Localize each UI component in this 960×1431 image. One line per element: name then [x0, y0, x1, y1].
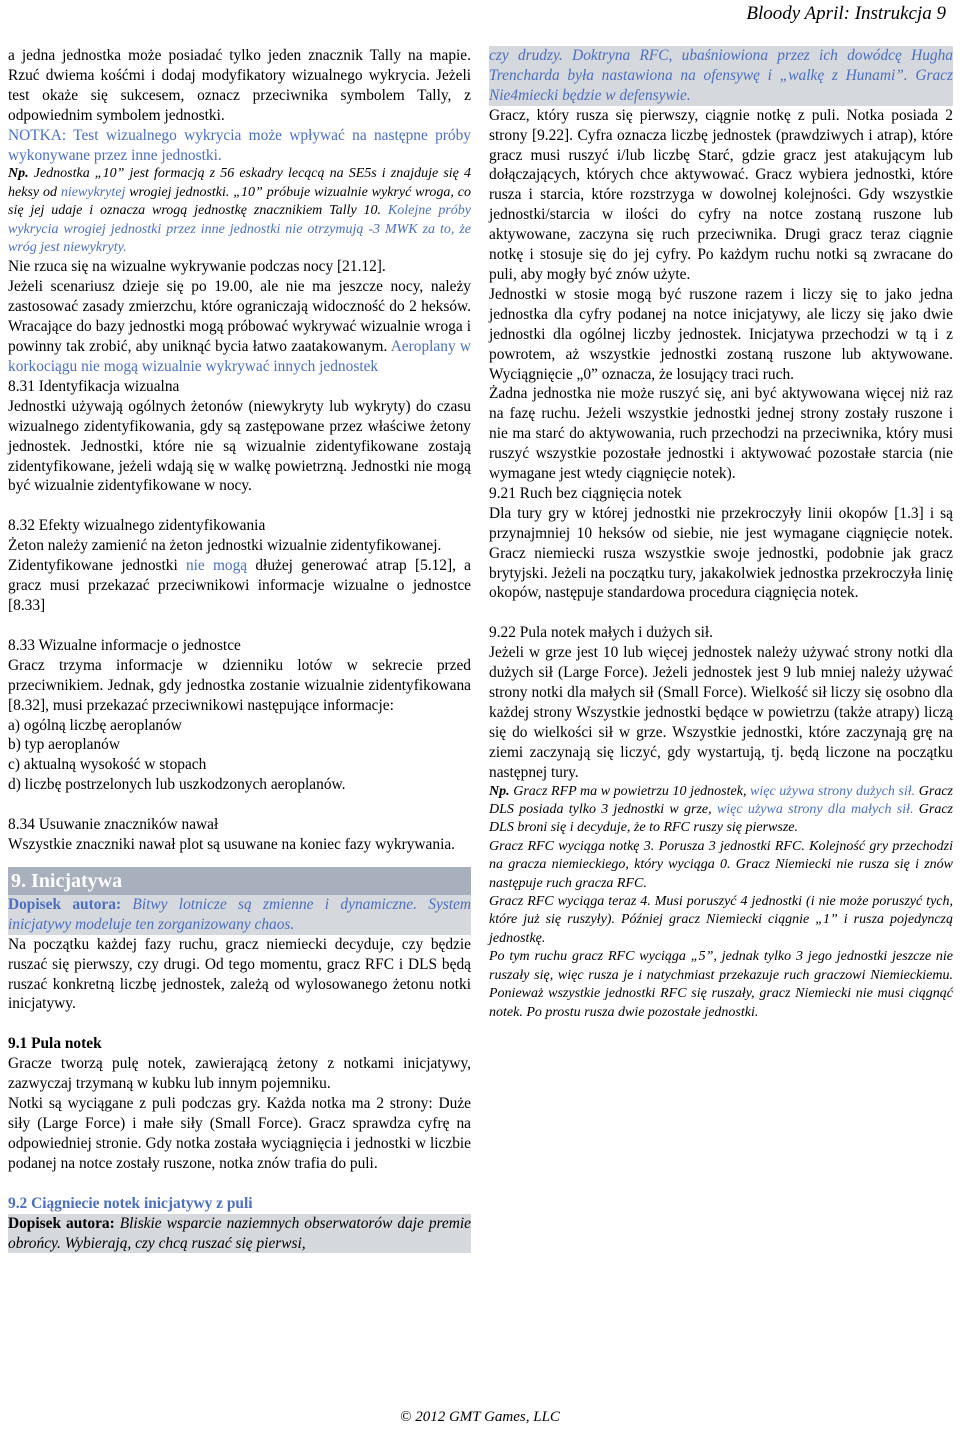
spacer	[489, 603, 953, 623]
list-item: a) ogólną liczbę aeroplanów	[8, 716, 182, 734]
spacer	[8, 496, 471, 516]
paragraph-highlight: Aeroplany w korkociągu nie mogą wizualnie wykrywać innych jednostek	[8, 338, 472, 375]
spacer	[8, 616, 471, 636]
example-paragraph: Po tym ruchu gracz RFC wyciąga „5”, jednak tylko 3 jego jednostki jeszcze nie ruszały się, więc rusza je i natychmiast przekazuje ruch graczowi Niemieckiemu. Ponieważ wszystkie jednostki RFC się ruszały, gracz Niemiecki nie musi ciągnąć notek. Po prostu rusza dwie pozostałe jednostki.	[489, 949, 953, 1020]
spacer	[8, 1174, 471, 1194]
example-paragraph: Gracz RFC wyciąga notkę 3. Porusza 3 jednostki RFC. Kolejność gry przechodzi na gracza niemieckiego, który wyciąga 0. Gracz Niemiecki nie rusza się i znów następuje ruch gracza RFC.	[489, 838, 953, 891]
paragraph: Gracz trzyma informacje w dzienniku lotów w sekrecie przed przeciwnikiem. Jednak, gdy jednostka zostanie wizualnie zidentyfikowana [8.32], musi przekazać przeciwnikowi następujące informacje:	[8, 656, 471, 714]
example-label: Np.	[8, 166, 29, 182]
paragraph: Notki są wyciągane z puli podczas gry. Każda notka ma 2 strony: Duże siły (Large Force) i małe siły (Small Force). Gracz sprawdza cyfrę na odpowiedniej stronie. Gdy notka została wyciągnięcia i jednostki w liczbie podanej na notce zostały ruszone, notka znów trafia do puli.	[8, 1095, 471, 1172]
example-paragraph	[8, 165, 471, 257]
paragraph: Gracze tworzą pulę notek, zawierającą żetony z notkami inicjatywy, zazwyczaj trzymaną w kubku lub innym pojemniku.	[8, 1055, 471, 1093]
chapter-heading: 9. Inicjatywa	[8, 867, 471, 895]
paragraph: Na początku każdej fazy ruchu, gracz niemiecki decyduje, czy będzie ruszać się pierwszy, czy drugi. Od tego momentu, gracz RFC i DLS będą ruszać konkretną liczbę jednostek, zależą od wylosowanego żetonu notki inicjatywy.	[8, 935, 471, 1013]
paragraph-text: Zidentyfikowane jednostki	[8, 557, 186, 575]
example-highlight: niewykrytej	[60, 184, 126, 200]
running-header: Bloody April: Instrukcja 9	[746, 3, 946, 24]
section-title-8-32: 8.32 Efekty wizualnego zidentyfikowania	[8, 517, 266, 535]
section-title-8-33: 8.33 Wizualne informacje o jednostce	[8, 636, 241, 654]
example-highlight: więc używa strony dla małych sił.	[716, 802, 914, 818]
example-text: Gracz DLS posiada tylko 3 jednostki w grze,	[489, 783, 953, 818]
spacer	[8, 1014, 471, 1034]
example-text: wrogiej jednostki. „10” próbuje wizualnie wykryć wroga, co się jej udaje i oznacza wrogą jednostkę znacznikiem Tally 10.	[8, 184, 471, 219]
paragraph: Nie rzuca się na wizualne wykrywanie podczas nocy [21.12].	[8, 258, 386, 276]
paragraph	[8, 277, 471, 377]
author-note-label: Dopisek autora:	[8, 895, 122, 913]
right-column	[489, 46, 953, 1022]
list-item: d) liczbę postrzelonych lub uszkodzonych aeroplanów.	[8, 776, 346, 794]
example-highlight: więc używa strony dużych sił.	[750, 783, 916, 799]
page-footer: © 2012 GMT Games, LLC	[400, 1409, 560, 1425]
example-highlight: Kolejne próby wykrycia wrogiej jednostki przez inne jednostki nie otrzymują -3 MWK za to, że wróg jest niewykryty.	[8, 203, 471, 256]
list-item: b) typ aeroplanów	[8, 736, 120, 754]
example-label: Np.	[489, 783, 510, 799]
paragraph: Jednostki używają ogólnych żetonów (niewykryty lub wykryty) do czasu wizualnego zidentyfikowania, gdy są zastępowane przez właściwe żetony jednostek. Jednostki, które nie są wizualnie zidentyfikowane zostają zidentyfikowane, jeżeli wdają się w walkę powietrzną. Jednostki nie mogą być wizualnie zidentyfikowane w nocy.	[8, 397, 471, 495]
author-note-text: Bitwy lotnicze są zmienne i dynamiczne. System inicjatywy modeluje ten zorganizowany chaos.	[8, 895, 471, 933]
example-paragraph: Gracz RFC wyciąga teraz 4. Musi poruszyć 4 jednostki (i nie może poruszyć tych, które już się ruszyły). Później gracz Niemiecki ciągnie „1” i rusza pojedynczą jednostkę.	[489, 894, 953, 946]
example-text: Jednostka „10” jest formacją z 56 eskadry lecącą na SE5s i znajduje się 4 heksy od	[8, 166, 471, 200]
paragraph: Gracz, który rusza się pierwszy, ciągnie notkę z puli. Notka posiada 2 strony [9.22]. Cyfra oznacza liczbę jednostek (prawdziwych i atrap), które gracz musi ruszyć i/lub liczbę Starć, gdzie gracz jest atakującym lub dołączających, których chce aktywować. Gracz wybiera jednostki, które rusza i starcia, które rozstrzyga w dowolnej kolejności. Gdy wszystkie jednostki/starcia w ilości do cyfry na notce zostaną ruszone lub aktywowane, zaczyna się ruch przeciwnika. Drugi gracz teraz ciągnie notkę i stosuje się do jej cyfry. Po każdym ruchu notki są zwracane do puli, aby mogły być znów użyte.	[489, 106, 953, 283]
paragraph: Jednostki w stosie mogą być ruszone razem i liczy się to jako jedna jednostka dla cyfry podanej na notce inicjatywy, ale liczy się jako dwie jednostki dla ogólnej liczby jednostek. Inicjatywa przechodzi w tą i z powrotem, aż wszystkie jednostki zostaną ruszone lub aktywowane. Wyciągnięcie „0” oznacza, że losujący traci ruch.	[489, 285, 953, 383]
paragraph: Jeżeli w grze jest 10 lub więcej jednostek należy używać strony notki dla dużych sił (Large Force). Jeżeli jednostek jest 9 lub mniej należy używać strony notki dla małych sił (Small Force). Wielkość sił liczy się osobno dla każdej strony Wszystkie jednostki będące w powietrzu (także atrapy) liczą się do wielkości sił w grze. Wszystkie jednostki, które zaczynają grę na ziemi zaczynają się liczyć, gdy wystartują, tj. będą liczone na początku następnej tury.	[489, 644, 953, 781]
paragraph: Żadna jednostka nie może ruszyć się, ani być aktywowana więcej niż raz na fazę ruchu. Jeżeli wszystkie jednostki jednej strony zostały ruszone i nie ma starć do aktywowania, ruch przechodzi na przeciwnika, który musi ruszyć wszystkie pozostałe jednostki i aktywować pozostałe starcia (nie wymagane jest wtedy ciągnięcie notek).	[489, 385, 953, 483]
paragraph: Wszystkie znaczniki nawał plot są usuwane na koniec fazy wykrywania.	[8, 836, 456, 854]
spacer	[8, 795, 471, 815]
paragraph	[8, 556, 471, 616]
paragraph: a jedna jednostka może posiadać tylko jeden znacznik Tally na mapie. Rzuć dwiema kośćmi i dodaj modyfikatory wizualnego wykrycia. Jeżeli test okaże się sukcesem, oznacz przeciwnika symbolem Tally, z odpowiednim symbolem jednostki.	[8, 47, 471, 124]
spacer	[8, 855, 471, 865]
section-title-9-2: 9.2 Ciągniecie notek inicjatywy z puli	[8, 1194, 253, 1212]
paragraph: Żeton należy zamienić na żeton jednostki wizualnie zidentyfikowanej.	[8, 537, 442, 555]
section-title-9-1: 9.1 Pula notek	[8, 1035, 102, 1053]
section-title-8-31: 8.31 Identyfikacja wizualna	[8, 377, 180, 395]
notka-paragraph: NOTKA: Test wizualnego wykrycia może wpływać na następne próby wykonywane przez inne jednostki.	[8, 126, 471, 164]
author-note-label: Dopisek autora:	[8, 1214, 115, 1232]
paragraph: Dla tury gry w której jednostki nie przekroczyły linii okopów [1.3] i są przynajmniej 10 heksów od siebie, nie jest wymagane ciągnięcie notek. Gracz niemiecki rusza wszystkie swoje jednostki, podobnie jak gracz brytyjski. Jeżeli na początku tury, jakakolwiek jednostka przekroczyła linię okopów, następuje standardowa procedura ciągnięcia notek.	[489, 504, 953, 602]
author-note-text: Bliskie wsparcie naziemnych obserwatorów daje premie obrońcy. Wybierają, czy chcą ruszać się pierwsi,	[8, 1214, 471, 1252]
list-item: c) aktualną wysokość w stopach	[8, 756, 207, 774]
paragraph-text: Jeżeli scenariusz dzieje się po 19.00, ale nie ma jeszcze nocy, należy zastosować zasady zmierzchu, które ograniczają widoczność do 2 heksów. Wracające do bazy jednostki mogą próbować wykrywać wizualnie wroga i powinny tak zrobić, aby uniknąć bycia łatwo zaatakowanym.	[8, 278, 471, 356]
author-note-box	[8, 1214, 471, 1254]
section-title-9-21: 9.21 Ruch bez ciągnięcia notek	[489, 484, 682, 502]
section-title-9-22: 9.22 Pula notek małych i dużych sił.	[489, 624, 713, 642]
author-note-box	[8, 895, 471, 935]
left-column	[8, 46, 471, 1253]
paragraph-highlight: nie mogą	[185, 557, 248, 575]
paragraph-text: dłużej generować atrap [5.12], a gracz musi przekazać przeciwnikowi informacje wizualne o jednostce [8.33]	[8, 557, 471, 614]
section-title-8-34: 8.34 Usuwanie znaczników nawał	[8, 816, 219, 834]
author-note-box-continued: czy drudzy. Doktryna RFC, ubaśniowiona przez ich dowódcę Hugha Trencharda była nastawiona na ofensywę i „walkę z Hunami”. Gracz Nie4miecki będzie w defensywie.	[489, 47, 953, 104]
example-paragraph	[489, 783, 953, 838]
example-text: Gracz RFP ma w powietrzu 10 jednostek,	[509, 783, 751, 799]
example-text: Gracz DLS broni się i decyduje, że to RFC ruszy się pierwsze.	[489, 802, 954, 836]
